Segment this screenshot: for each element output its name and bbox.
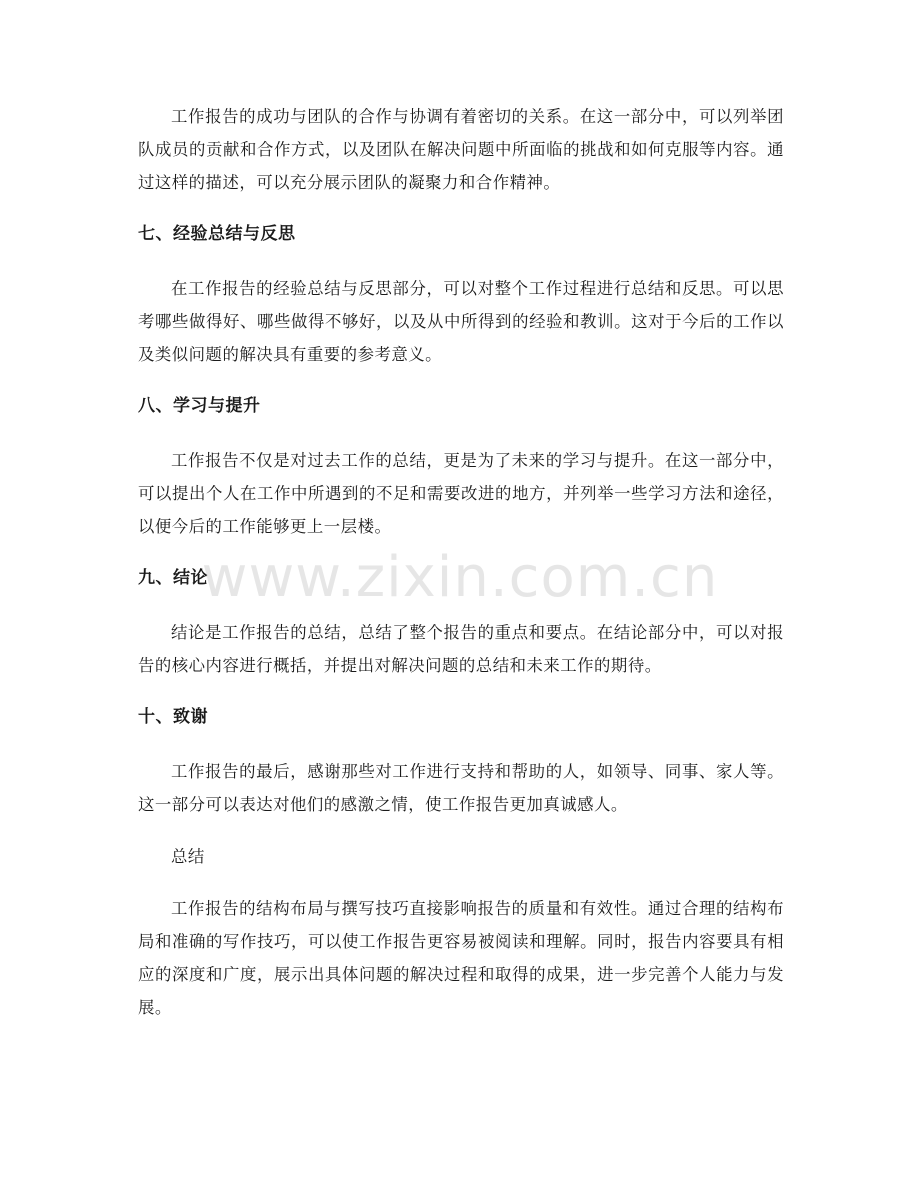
summary-paragraph: 工作报告的结构布局与撰写技巧直接影响报告的质量和有效性。通过合理的结构布局和准确的写作技巧，可以使工作报告更容易被阅读和理解。同时，报告内容要具有相应的深度和广度，展示出具体问题的解决过程和取得的成果，进一步完善个人能力与发展。 — [138, 899, 784, 1017]
section-paragraph-thanks: 工作报告的最后，感谢那些对工作进行支持和帮助的人，如领导、同事、家人等。这一部分可以表达对他们的感激之情，使工作报告更加真诚感人。 — [138, 762, 784, 814]
section-paragraph-learning: 工作报告不仅是对过去工作的总结，更是为了未来的学习与提升。在这一部分中，可以提出个人在工作中所遇到的不足和需要改进的地方，并列举一些学习方法和途径，以便今后的工作能够更上一层楼。 — [138, 451, 784, 536]
section-heading-thanks: 十、致谢 — [138, 707, 208, 727]
section-heading-learning: 八、学习与提升 — [138, 396, 261, 416]
section-heading-conclusion: 九、结论 — [138, 568, 208, 588]
section-paragraph-conclusion: 结论是工作报告的总结，总结了整个报告的重点和要点。在结论部分中，可以对报告的核心内容进行概括，并提出对解决问题的总结和未来工作的期待。 — [138, 623, 784, 675]
section-heading-experience: 七、经验总结与反思 — [138, 224, 296, 244]
summary-label: 总结 — [171, 847, 205, 866]
document-body — [138, 100, 784, 1024]
section-paragraph-experience: 在工作报告的经验总结与反思部分，可以对整个工作过程进行总结和反思。可以思考哪些做得好、哪些做得不够好，以及从中所得到的经验和教训。这对于今后的工作以及类似问题的解决具有重要的参考意义。 — [138, 279, 784, 364]
watermark-text: www.zixin.com.cn — [201, 545, 719, 610]
intro-paragraph: 工作报告的成功与团队的合作与协调有着密切的关系。在这一部分中，可以列举团队成员的贡献和合作方式，以及团队在解决问题中所面临的挑战和如何克服等内容。通过这样的描述，可以充分展示团队的凝聚力和合作精神。 — [138, 107, 784, 192]
